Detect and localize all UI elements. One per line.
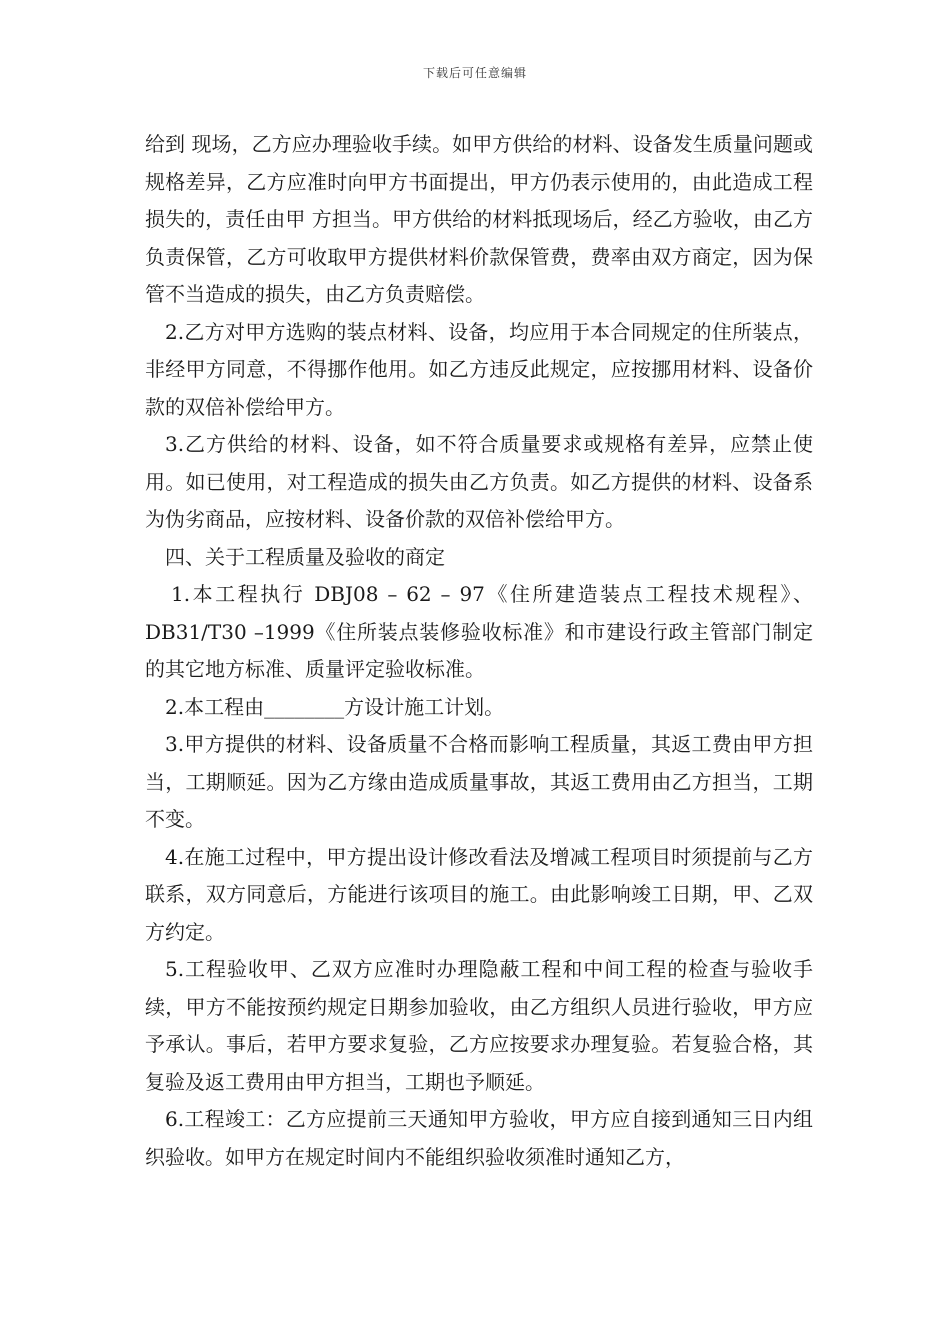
paragraph-clause-1-standards: 1.本工程执行 DBJ08 – 62 – 97《住所建造装点工程技术规程》、DB31/T30 –1999《住所装点装修验收标准》和市建设行政主管部门制定的其它地方标准、质量评定验收标准。	[145, 582, 813, 681]
document-body	[145, 126, 813, 1176]
section-heading-quality-acceptance: 四、关于工程质量及验收的商定	[165, 544, 445, 569]
paragraph-materials-delivery: 给到 现场，乙方应办理验收手续。如甲方供给的材料、设备发生质量问题或规格差异，乙方应准时向甲方书面提出，甲方仍表示使用的，由此造成工程损失的，责任由甲 方担当。甲方供给的材料抵现场后，经乙方验收，由乙方负责保管，乙方可收取甲方提供材料价款保管费，费率由双方商定，因为保管不当造成的损失，由乙方负责赔偿。	[145, 132, 813, 306]
paragraph-clause-5-inspection: 5.工程验收甲、乙双方应准时办理隐蔽工程和中间工程的检查与验收手续，甲方不能按预约规定日期参加验收，由乙方组织人员进行验收，甲方应予承认。事后，若甲方要求复验，乙方应按要求办理复验。若复验合格，其复验及返工费用由甲方担当，工期也予顺延。	[145, 957, 813, 1094]
paragraph-clause-6-completion: 6.工程竣工：乙方应提前三天通知甲方验收，甲方应自接到通知三日内组织验收。如甲方在规定时间内不能组织验收须准时通知乙方，	[145, 1107, 813, 1169]
paragraph-clause-3-materials-quality: 3.乙方供给的材料、设备，如不符合质量要求或规格有差异，应禁止使用。如已使用，对工程造成的损失由乙方负责。如乙方提供的材料、设备系为伪劣商品，应按材料、设备价款的双倍补偿给甲方。	[145, 432, 813, 531]
paragraph-clause-4-changes: 4.在施工过程中，甲方提出设计修改看法及增减工程项目时须提前与乙方联系，双方同意后，方能进行该项目的施工。由此影响竣工日期，甲、乙双方约定。	[145, 844, 813, 944]
paragraph-clause-2-materials-use: 2.乙方对甲方选购的装点材料、设备，均应用于本合同规定的住所装点，非经甲方同意，不得挪作他用。如乙方违反此规定，应按挪用材料、设备价款的双倍补偿给甲方。	[145, 319, 813, 419]
paragraph-clause-2-design: 2.本工程由________方设计施工计划。	[165, 694, 505, 719]
page-header-note: 下载后可任意编辑	[422, 66, 527, 80]
paragraph-clause-3-rework: 3.甲方提供的材料、设备质量不合格而影响工程质量，其返工费由甲方担当，工期顺延。因为乙方缘由造成质量事故，其返工费用由乙方担当，工期不变。	[145, 732, 813, 831]
